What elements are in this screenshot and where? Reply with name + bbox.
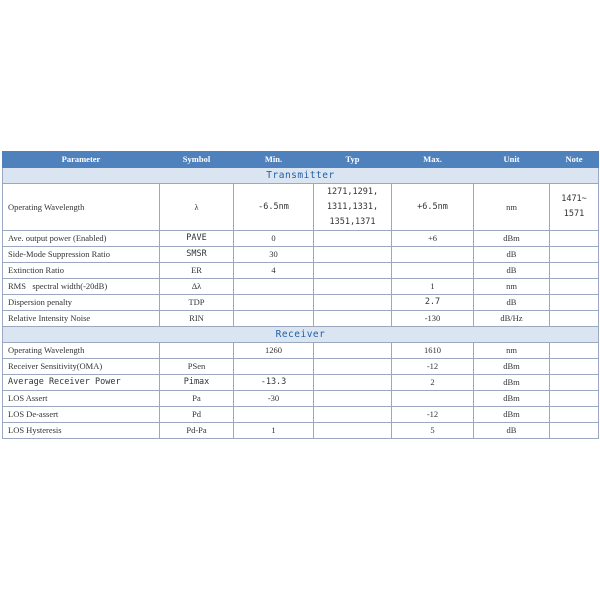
note-line: 1471~ [561, 194, 587, 204]
cell-parameter: Receiver Sensitivity(OMA) [3, 359, 160, 375]
section-receiver [3, 327, 599, 343]
cell-note [550, 279, 599, 295]
table-row [3, 343, 599, 359]
cell-min [234, 407, 314, 423]
cell-note [550, 295, 599, 311]
section-title: Receiver [3, 327, 599, 343]
cell-min: 30 [234, 247, 314, 263]
cell-max [392, 247, 474, 263]
cell-unit: dB [474, 423, 550, 439]
cell-max: -12 [392, 407, 474, 423]
cell-min: 0 [234, 231, 314, 247]
cell-note [550, 423, 599, 439]
cell-parameter: Average Receiver Power [3, 375, 160, 391]
cell-typ [314, 407, 392, 423]
cell-unit: dBm [474, 231, 550, 247]
cell-parameter: Extinction Ratio [3, 263, 160, 279]
cell-parameter: RMS spectral width(-20dB) [3, 279, 160, 295]
cell-typ [314, 263, 392, 279]
cell-typ [314, 279, 392, 295]
cell-note [550, 343, 599, 359]
typ-line: 1271,1291, [326, 186, 379, 197]
cell-symbol [160, 343, 234, 359]
col-parameter: Parameter [3, 152, 160, 168]
cell-max: -12 [392, 359, 474, 375]
cell-max: 2.7 [392, 295, 474, 311]
cell-unit: dB [474, 247, 550, 263]
cell-min: 4 [234, 263, 314, 279]
cell-parameter: LOS De-assert [3, 407, 160, 423]
cell-parameter: Relative Intensity Noise [3, 311, 160, 327]
table-row [3, 391, 599, 407]
cell-symbol: Pimax [160, 375, 234, 391]
cell-note [550, 311, 599, 327]
cell-symbol: SMSR [160, 247, 234, 263]
cell-symbol: RIN [160, 311, 234, 327]
table-row [3, 359, 599, 375]
cell-parameter: Dispersion penalty [3, 295, 160, 311]
cell-note [550, 184, 599, 231]
cell-typ [314, 375, 392, 391]
cell-min: 1260 [234, 343, 314, 359]
cell-unit: dBm [474, 407, 550, 423]
cell-symbol: Pa [160, 391, 234, 407]
cell-unit: nm [474, 184, 550, 231]
header-row [3, 152, 599, 168]
cell-symbol: ER [160, 263, 234, 279]
col-symbol: Symbol [160, 152, 234, 168]
cell-note [550, 231, 599, 247]
cell-typ [314, 359, 392, 375]
cell-max: +6.5nm [392, 184, 474, 231]
cell-max: 1 [392, 279, 474, 295]
cell-unit: nm [474, 279, 550, 295]
cell-max: 1610 [392, 343, 474, 359]
cell-note [550, 375, 599, 391]
cell-parameter: Ave. output power (Enabled) [3, 231, 160, 247]
cell-min: 1 [234, 423, 314, 439]
spec-table [2, 151, 599, 439]
cell-typ [314, 423, 392, 439]
cell-unit: dB [474, 263, 550, 279]
typ-line: 1311,1331, [326, 201, 379, 212]
cell-note [550, 391, 599, 407]
table-row [3, 375, 599, 391]
cell-typ [314, 311, 392, 327]
col-typ: Typ [314, 152, 392, 168]
cell-symbol: λ [160, 184, 234, 231]
table-row [3, 423, 599, 439]
typ-line: 1351,1371 [329, 216, 376, 227]
cell-typ [314, 343, 392, 359]
cell-typ [314, 184, 392, 231]
cell-parameter: Operating Wavelength [3, 343, 160, 359]
cell-parameter: Operating Wavelength [3, 184, 160, 231]
cell-symbol: Δλ [160, 279, 234, 295]
cell-symbol: PSen [160, 359, 234, 375]
col-note: Note [550, 152, 599, 168]
note-line: 1571 [563, 209, 585, 219]
cell-parameter: LOS Assert [3, 391, 160, 407]
cell-max: -130 [392, 311, 474, 327]
table-row [3, 231, 599, 247]
cell-unit: dB [474, 295, 550, 311]
cell-unit: dBm [474, 391, 550, 407]
cell-symbol: TDP [160, 295, 234, 311]
col-min: Min. [234, 152, 314, 168]
table-row [3, 263, 599, 279]
cell-symbol: Pd-Pa [160, 423, 234, 439]
cell-typ [314, 231, 392, 247]
cell-max: 2 [392, 375, 474, 391]
cell-typ [314, 391, 392, 407]
cell-note [550, 359, 599, 375]
cell-min: -13.3 [234, 375, 314, 391]
cell-max [392, 391, 474, 407]
table-row [3, 279, 599, 295]
cell-parameter: LOS Hysteresis [3, 423, 160, 439]
cell-unit: dBm [474, 359, 550, 375]
cell-parameter: Side-Mode Suppression Ratio [3, 247, 160, 263]
section-transmitter [3, 168, 599, 184]
cell-typ [314, 247, 392, 263]
cell-unit: dBm [474, 375, 550, 391]
cell-max: +6 [392, 231, 474, 247]
table-row [3, 295, 599, 311]
cell-note [550, 247, 599, 263]
cell-symbol: Pd [160, 407, 234, 423]
cell-min [234, 279, 314, 295]
cell-min [234, 359, 314, 375]
cell-symbol: PAVE [160, 231, 234, 247]
table-row [3, 311, 599, 327]
section-title: Transmitter [3, 168, 599, 184]
table-row [3, 184, 599, 231]
cell-max [392, 263, 474, 279]
table-row [3, 407, 599, 423]
cell-min [234, 311, 314, 327]
cell-max: 5 [392, 423, 474, 439]
col-max: Max. [392, 152, 474, 168]
cell-unit: dB/Hz [474, 311, 550, 327]
cell-note [550, 263, 599, 279]
table-row [3, 247, 599, 263]
cell-min [234, 295, 314, 311]
cell-min: -6.5nm [234, 184, 314, 231]
cell-min: -30 [234, 391, 314, 407]
col-unit: Unit [474, 152, 550, 168]
cell-note [550, 407, 599, 423]
cell-unit: nm [474, 343, 550, 359]
cell-typ [314, 295, 392, 311]
